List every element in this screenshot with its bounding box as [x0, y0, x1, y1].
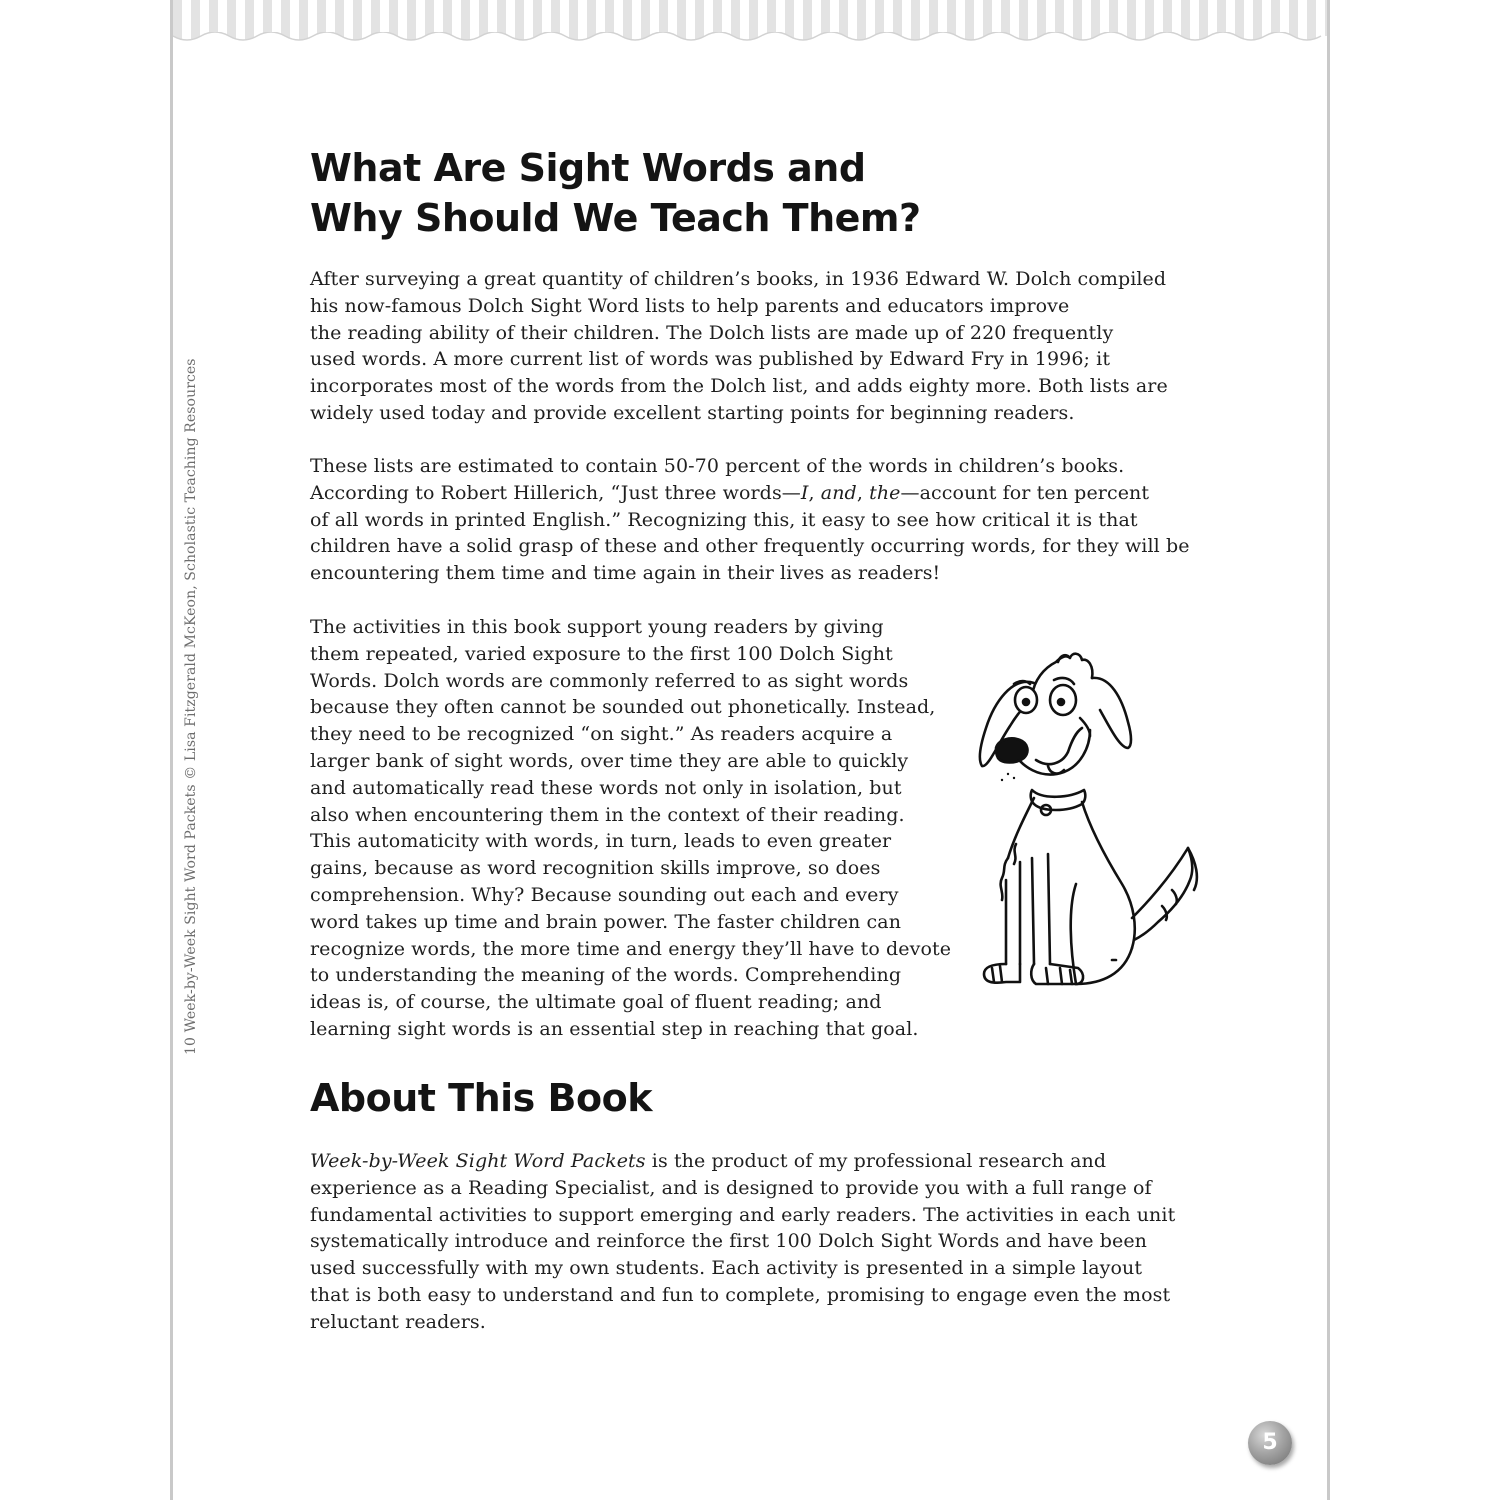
text-line: ideas is, of course, the ultimate goal of fluent reading; and [310, 991, 882, 1014]
text-line: The activities in this book support young readers by giving [310, 616, 884, 638]
text-line: that is both easy to understand and fun to complete, promising to engage even the most [310, 1283, 1171, 1306]
text-line: incorporates most of the words from the Dolch list, and adds eighty more. Both lists are [310, 375, 1168, 398]
text-line: widely used today and provide excellent starting points for beginning readers. [310, 401, 1075, 424]
text-line: After surveying a great quantity of children’s books, in 1936 Edward W. Dolch compiled [310, 268, 1167, 290]
text-line: his now-famous Dolch Sight Word lists to help parents and educators improve [310, 294, 1070, 317]
text-line: learning sight words is an essential step in reaching that goal. [310, 1017, 919, 1040]
text-line: experience as a Reading Specialist, and is designed to provide you with a full range of [310, 1176, 1152, 1199]
text-run: , [856, 481, 870, 504]
paragraph-about-book [310, 1148, 1175, 1336]
title-line: What Are Sight Words and [310, 146, 866, 190]
text-line: them repeated, varied exposure to the first 100 Dolch Sight [310, 642, 893, 665]
text-line: fundamental activities to support emerging and early readers. The activities in each unit [310, 1203, 1176, 1226]
header-wave-edge [173, 32, 1327, 46]
paragraph-dolch-history [310, 266, 1168, 427]
text-line: they need to be recognized “on sight.” As readers acquire a [310, 723, 893, 746]
text-run: , [808, 481, 821, 504]
text-run: According to Robert Hillerich, “Just three words— [310, 481, 801, 504]
dog-illustration [972, 648, 1204, 998]
title-line: Why Should We Teach Them? [310, 196, 921, 240]
text-line: also when encountering them in the context of their reading. [310, 803, 905, 826]
text-line: gains, because as word recognition skills improve, so does [310, 857, 881, 880]
text-line: children have a solid grasp of these and other frequently occurring words, for they will be [310, 535, 1190, 558]
paragraph-activities [310, 614, 951, 1043]
text-line: comprehension. Why? Because sounding out each and every [310, 883, 899, 906]
text-line: of all words in printed English.” Recognizing this, it easy to see how critical it is that [310, 508, 1138, 531]
text-line: because they often cannot be sounded out phonetically. Instead, [310, 696, 936, 719]
italic-word: and [820, 481, 857, 504]
spine-credit: 10 Week-by-Week Sight Word Packets © Lisa Fitzgerald McKeon, Scholastic Teaching Resources [183, 358, 199, 1055]
page-number-badge: 5 [1248, 1421, 1292, 1465]
book-title-italic: Week-by-Week Sight Word Packets [310, 1150, 646, 1172]
text-line: Words. Dolch words are commonly referred to as sight words [310, 669, 909, 692]
paragraph-word-frequency [310, 453, 1190, 587]
text-line: encountering them time and time again in their lives as readers! [310, 562, 941, 585]
italic-word: I [800, 481, 809, 504]
text-line: used words. A more current list of words was published by Edward Fry in 1996; it [310, 348, 1111, 371]
text-line: to understanding the meaning of the words. Comprehending [310, 964, 902, 987]
text-line: word takes up time and brain power. The faster children can [310, 910, 902, 933]
italic-word: the [869, 481, 901, 504]
text-line [310, 1148, 1175, 1175]
text-run: is the product of my professional research and [645, 1150, 1107, 1172]
text-run: —account for ten percent [900, 481, 1150, 504]
text-line: reluctant readers. [310, 1310, 486, 1333]
title-line: About This Book [310, 1076, 652, 1120]
section-title-sight-words [310, 143, 1010, 243]
text-line: used successfully with my own students. Each activity is presented in a simple layout [310, 1257, 1143, 1280]
text-line: larger bank of sight words, over time they are able to quickly [310, 749, 909, 772]
text-line: systematically introduce and reinforce the first 100 Dolch Sight Words and have been [310, 1230, 1148, 1253]
text-line: These lists are estimated to contain 50-70 percent of the words in children’s books. [310, 455, 1125, 477]
text-line: This automaticity with words, in turn, leads to even greater [310, 830, 892, 853]
text-line: recognize words, the more time and energy they’ll have to devote [310, 937, 952, 960]
text-line [310, 480, 1190, 507]
section-title-about-book [310, 1073, 810, 1123]
text-line: and automatically read these words not only in isolation, but [310, 776, 902, 799]
text-line: the reading ability of their children. The Dolch lists are made up of 220 frequently [310, 321, 1114, 344]
